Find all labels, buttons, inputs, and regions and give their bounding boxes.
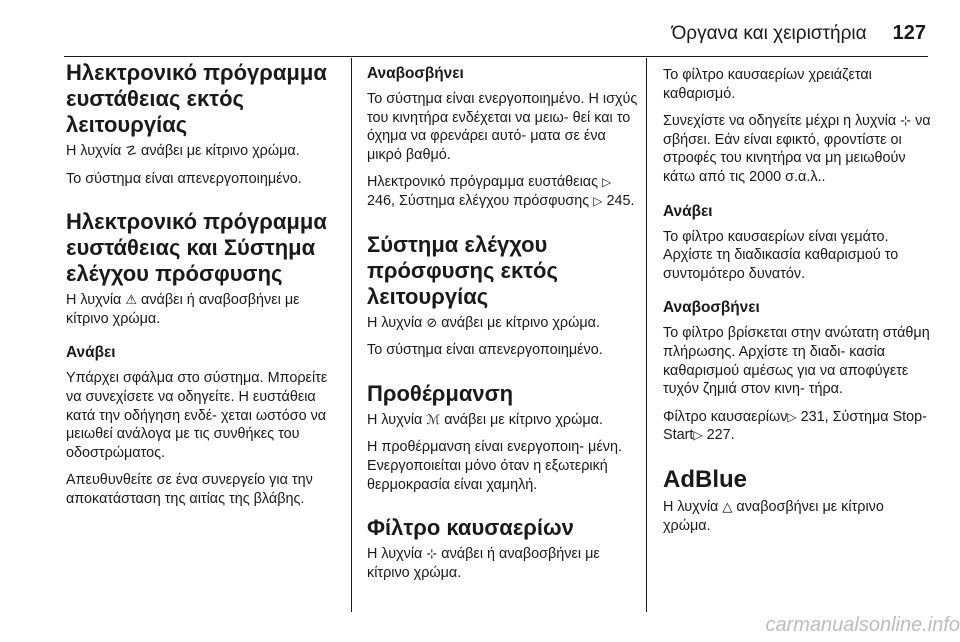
paragraph: Η προθέρμανση είναι ενεργοποιη- μένη. Ενεργοποιείται μόνο όταν η εξωτερική θερμοκρασία είναι χαμηλή. xyxy=(367,439,622,493)
header-rule xyxy=(64,56,928,57)
column-divider xyxy=(351,58,352,612)
heading-tc-off: Σύστημα ελέγχου πρόσφυσης εκτός λειτουργίας xyxy=(367,231,558,309)
heading-on: Ανάβει xyxy=(66,344,116,362)
heading-filter: Φίλτρο καυσαερίων xyxy=(367,515,574,541)
paragraph: Το σύστημα είναι απενεργοποιημένο. xyxy=(66,170,302,187)
watermark: carmanualsonline.info xyxy=(765,614,960,636)
reference-arrow-icon: ▷ xyxy=(693,428,703,443)
paragraph: Το φίλτρο καυσαερίων χρειάζεται καθαρισμό. xyxy=(663,67,872,102)
paragraph: Η λυχνία ⚠ ανάβει ή αναβοσβήνει με κίτρινο χρώμα. xyxy=(66,292,300,327)
esp-off-icon: ☡ xyxy=(125,143,138,158)
esp-icon: ⚠ xyxy=(125,292,138,308)
heading-on: Ανάβει xyxy=(663,202,713,220)
paragraph: Υπάρχει σφάλμα στο σύστημα. Μπορείτε να συνεχίσετε να οδηγείτε. Η ευστάθεια κατά την οδήγηση ενδέ- χεται ωστόσο να μειωθεί ανάλογα με τις συνθήκες του οδοστρώματος. xyxy=(66,370,328,461)
paragraph: Συνεχίστε να οδηγείτε μέχρι η λυχνία ⊹ να σβήσει. Εάν είναι εφικτό, φροντίστε οι στροφές του κινητήρα να μη μειωθούν κάτω από τις 2000 σ.α.λ.. xyxy=(663,113,931,185)
heading-flash: Αναβοσβήνει xyxy=(663,299,760,317)
exhaust-filter-icon: ⊹ xyxy=(426,546,438,562)
reference-arrow-icon: ▷ xyxy=(787,409,797,424)
paragraph: Ηλεκτρονικό πρόγραμμα ευστάθειας ▷ 246, Σύστημα ελέγχου πρόσφυσης ▷ 245. xyxy=(367,174,635,209)
heading-esp-off: Ηλεκτρονικό πρόγραμμα ευστάθειας εκτός λειτουργίας xyxy=(66,60,327,137)
paragraph: Η λυχνία △ αναβοσβήνει με κίτρινο χρώμα. xyxy=(663,498,884,534)
reference-arrow-icon: ▷ xyxy=(602,175,612,190)
paragraph: Η λυχνία ⊘ ανάβει με κίτρινο χρώμα. xyxy=(367,314,600,331)
adblue-icon: △ xyxy=(722,498,733,514)
paragraph: Το σύστημα είναι ενεργοποιημένο. Η ισχύς του κινητήρα ενδέχεται να μειω- θεί και το όχημα να φρενάρει αυτό- ματα σε ένα μικρό βαθμό. xyxy=(367,91,638,163)
exhaust-filter-icon: ⊹ xyxy=(900,113,912,129)
preheat-icon: ℳ xyxy=(426,411,441,427)
reference-arrow-icon: ▷ xyxy=(593,193,603,208)
paragraph: Η λυχνία ☡ ανάβει με κίτρινο χρώμα. xyxy=(66,143,300,159)
tc-off-icon: ⊘ xyxy=(426,314,438,330)
column-1 xyxy=(66,60,338,518)
page-header xyxy=(0,22,926,45)
header-title: Όργανα και χειριστήρια xyxy=(671,23,867,44)
heading-flash: Αναβοσβήνει xyxy=(367,65,464,82)
paragraph: Το σύστημα είναι απενεργοποιημένο. xyxy=(367,342,603,359)
column-3 xyxy=(663,66,935,544)
page-number: 127 xyxy=(892,22,926,44)
column-divider xyxy=(646,58,647,612)
paragraph: Φίλτρο καυσαερίων▷ 231, Σύστημα Stop-Start▷ 227. xyxy=(663,408,927,444)
paragraph: Το φίλτρο καυσαερίων είναι γεμάτο. Αρχίστε τη διαδικασία καθαρισμού το συντομότερο δυνατόν. xyxy=(663,228,899,282)
paragraph: Απευθυνθείτε σε ένα συνεργείο για την αποκατάσταση της αιτίας της βλάβης. xyxy=(66,472,313,507)
column-2 xyxy=(367,64,639,591)
paragraph: Το φίλτρο βρίσκεται στην ανώτατη στάθμη πλήρωσης. Αρχίστε τη διαδι- κασία καθαρισμού αμέσως για να αποφύγετε τυχόν ζημιά στον κινη- τήρα. xyxy=(663,325,930,398)
heading-adblue: AdBlue xyxy=(663,465,747,493)
paragraph: Η λυχνία ℳ ανάβει με κίτρινο χρώμα. xyxy=(367,411,603,428)
heading-preheat: Προθέρμανση xyxy=(367,380,514,406)
paragraph: Η λυχνία ⊹ ανάβει ή αναβοσβήνει με κίτρινο χρώμα. xyxy=(367,546,600,581)
heading-esp-tc: Ηλεκτρονικό πρόγραμμα ευστάθειας και Σύστημα ελέγχου πρόσφυσης xyxy=(66,209,327,287)
